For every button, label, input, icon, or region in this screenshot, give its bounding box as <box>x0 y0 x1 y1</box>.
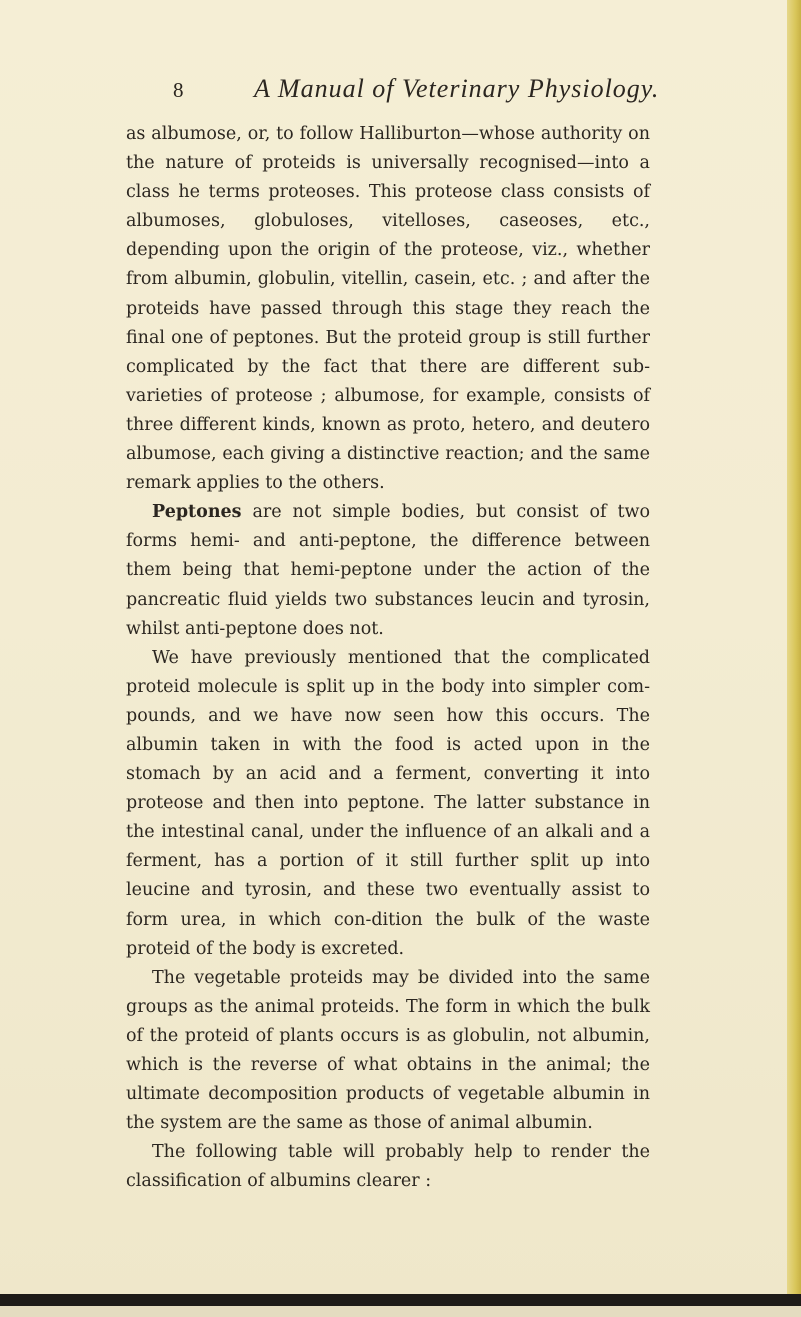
bottom-margin <box>0 1306 801 1317</box>
paragraph-vegetable-proteids: The vegetable proteids may be divided into the same groups as the animal proteids. The form in which the bulk of the proteid of plants occurs is as globulin, not albumin, which is the reverse of what obtains in the animal; the ultimate decomposition products of vegetable albumin in the system are the same as those of animal albumin. <box>126 967 650 1134</box>
paragraph-digestion: We have previously mentioned that the complicated proteid molecule is split up in the body into simpler com-pounds, and we have now seen how this occurs. The albumin taken in with the food is acted upon in the stomach by an acid and a ferment, converting it into proteose and then into peptone. The latter substance in the intestinal canal, under the influence of an alkali and a ferment, has a portion of it still further split up into leucine and tyrosin, and these two eventually assist to form urea, in which con-dition the bulk of the waste proteid of the body is excreted. <box>126 647 650 959</box>
paragraph-peptones <box>126 498 650 643</box>
peptones-text: are not simple bodies, but consist of two forms hemi- and anti-peptone, the difference between them being that hemi-peptone under the action of the pancreatic fluid yields two substances leucin and tyrosin, whilst anti-peptone does not. <box>126 502 650 639</box>
body-text <box>126 120 650 1196</box>
paragraph-proteoses: as albumose, or, to follow Halliburton—whose authority on the nature of proteids is universally recognised—into a class he terms proteoses. This proteose class consists of albumoses, globuloses, vitelloses, caseoses, etc., depending upon the origin of the proteose, viz., whether from albumin, globulin, vitellin, casein, etc. ; and after the proteids have passed through this stage they reach the final one of peptones. But the proteid group is still further complicated by the fact that there are different sub-varieties of proteose ; albumose, for example, consists of three different kinds, known as proto, hetero, and deutero albumose, each giving a distinctive reaction; and the same remark applies to the others. <box>126 124 650 494</box>
running-head <box>0 72 801 112</box>
page-number: 8 <box>173 78 184 102</box>
page-edge <box>787 0 801 1317</box>
running-title: A Manual of Veterinary Physiology. <box>254 74 660 103</box>
bottom-rule <box>0 1294 801 1306</box>
peptones-heading: Peptones <box>152 502 242 523</box>
paragraph-table-intro: The following table will probably help to render the classification of albumins clearer : <box>126 1142 650 1192</box>
